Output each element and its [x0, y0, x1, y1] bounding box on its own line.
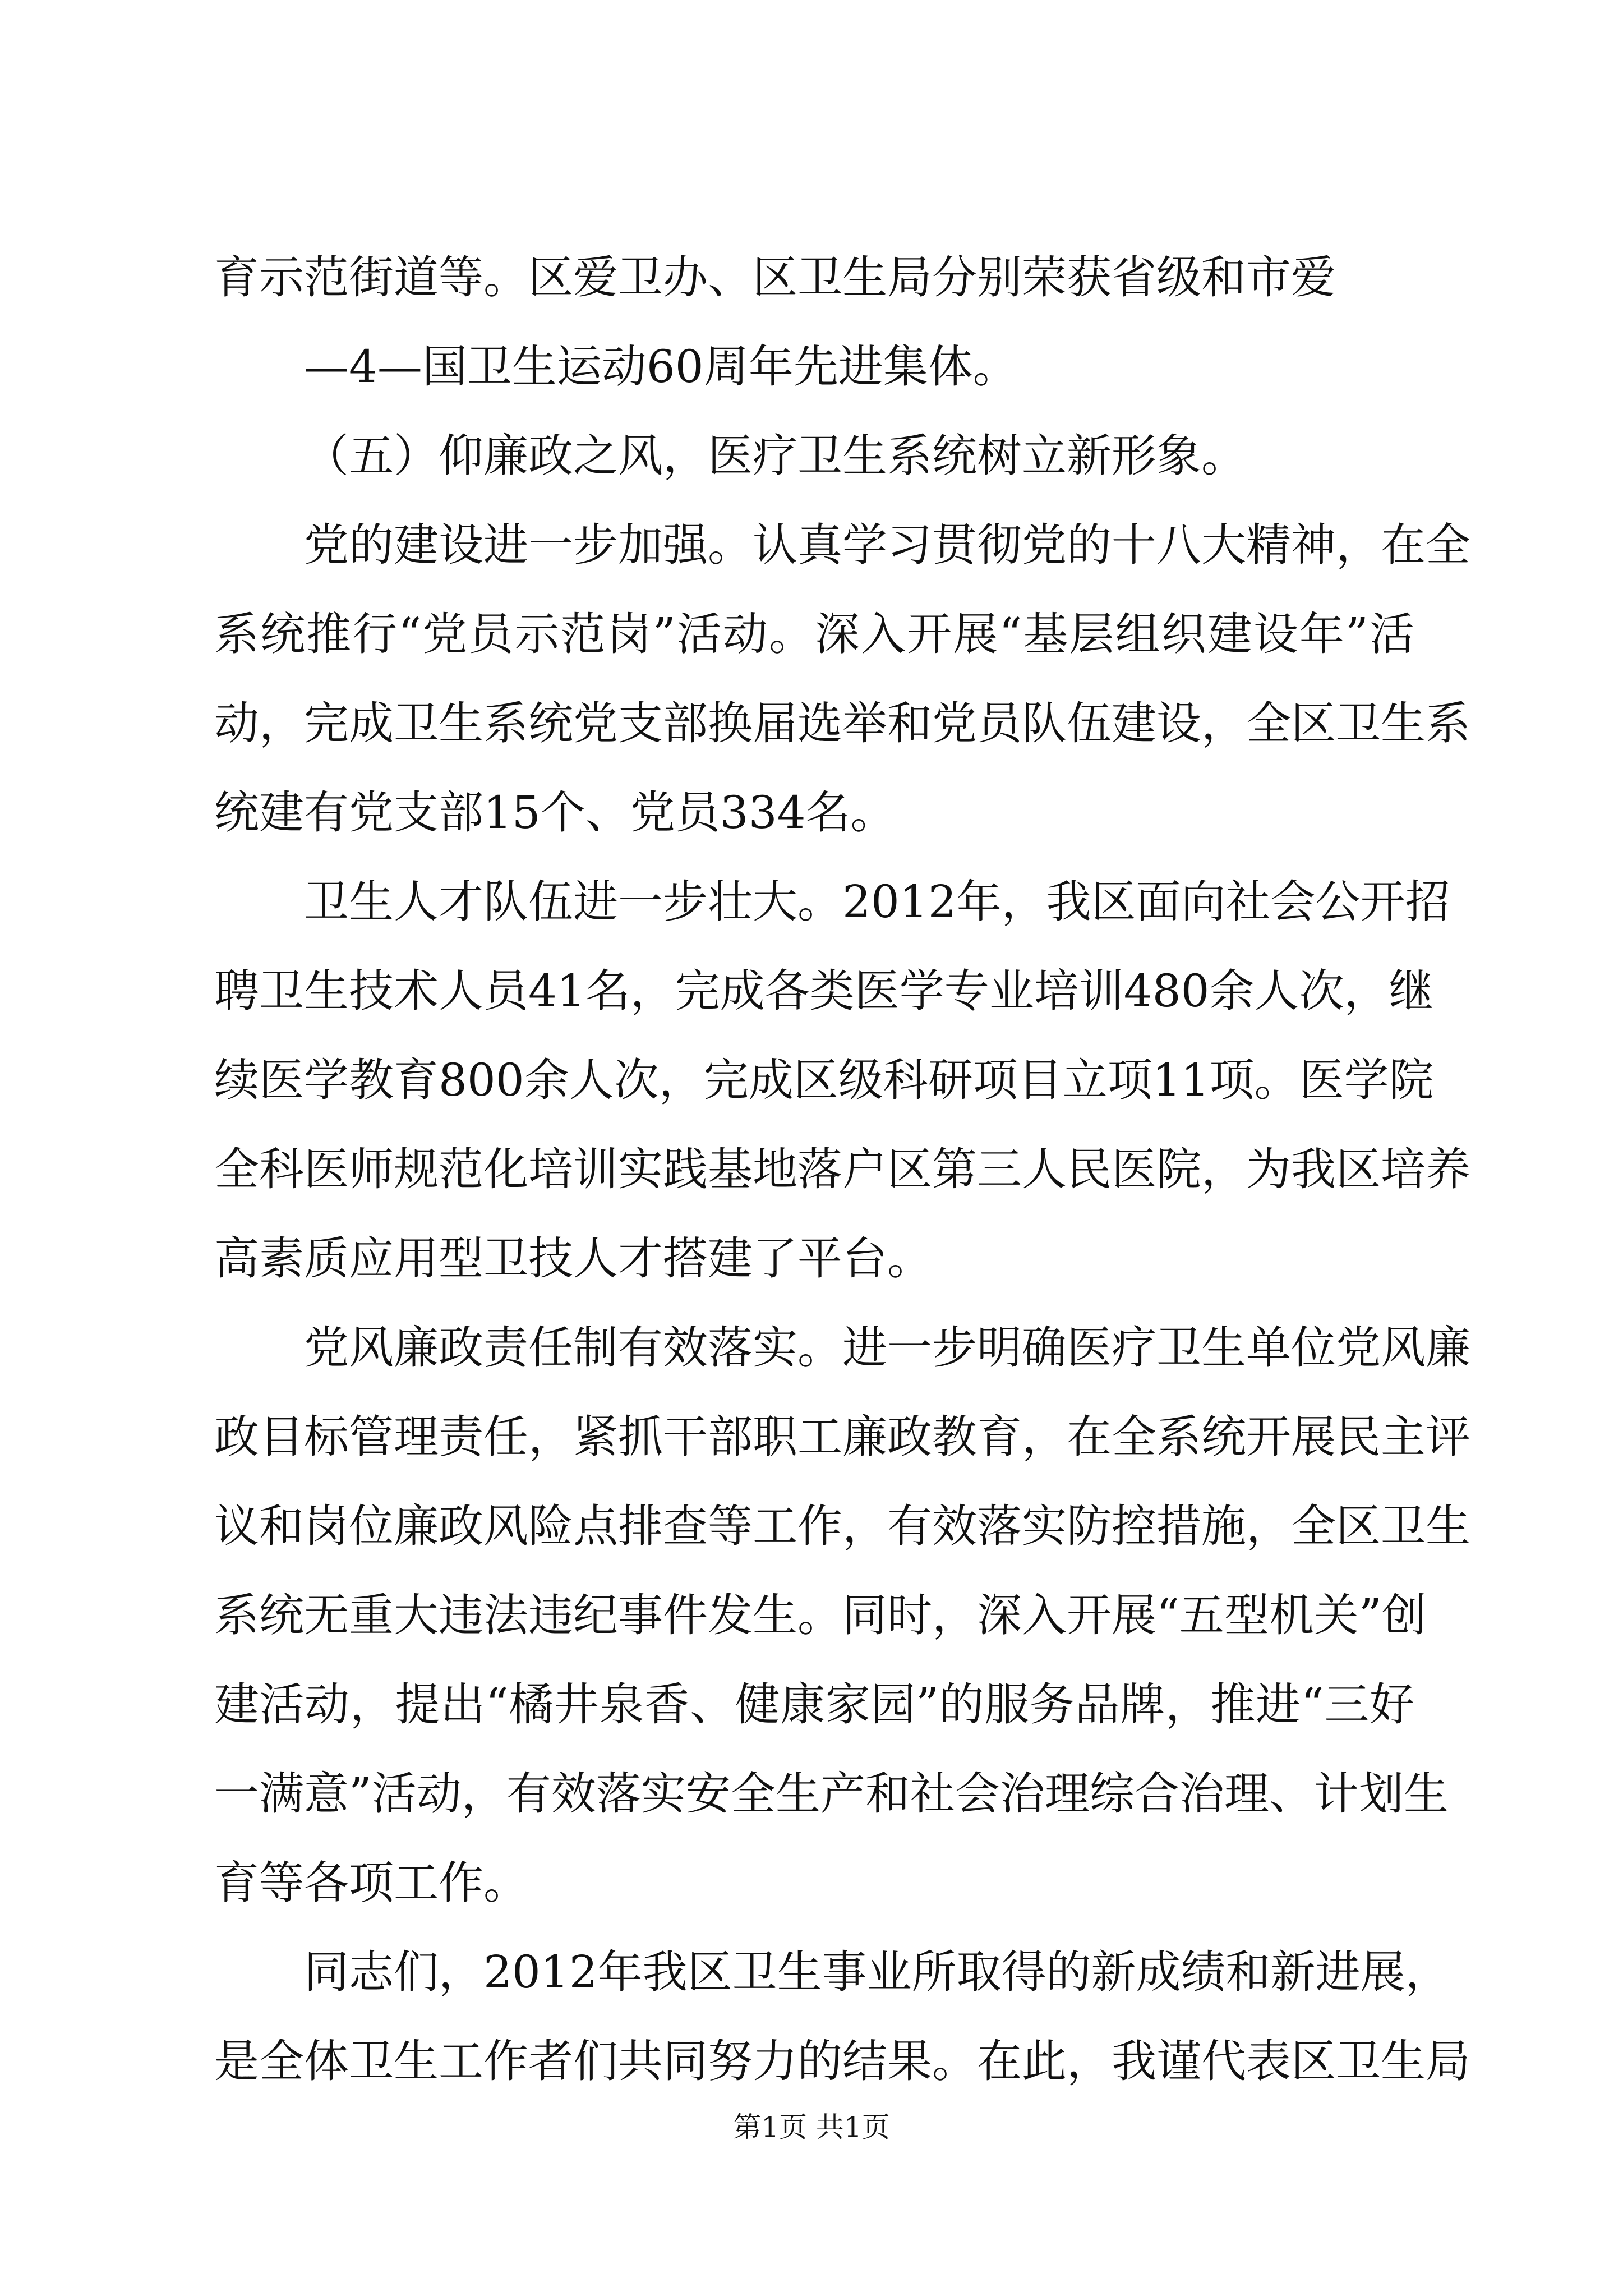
text-line: 党风廉政责任制有效落实。进一步明确医疗卫生单位党风廉: [304, 1322, 1470, 1374]
text-line: 政目标管理责任，紧抓干部职工廉政教育，在全系统开展民主评: [214, 1411, 1470, 1463]
text-line: 聘卫生技术人员41名，完成各类医学专业培训480余人次，继: [214, 965, 1434, 1017]
text-line: 育示范街道等。区爱卫办、区卫生局分别荣获省级和市爱: [214, 251, 1336, 303]
text-line: 动，完成卫生系统党支部换届选举和党员队伍建设，全区卫生系: [214, 697, 1470, 749]
text-line: 同志们，2012年我区卫生事业所取得的新成绩和新进展，: [304, 1946, 1450, 1998]
text-line: 建活动，提出“橘井泉香、健康家园”的服务品牌，推进“三好: [214, 1678, 1414, 1731]
text-line: 续医学教育800余人次，完成区级科研项目立项11项。医学院: [214, 1054, 1434, 1106]
text-line: 党的建设进一步加强。认真学习贯彻党的十八大精神，在全: [304, 519, 1470, 571]
text-line: 高素质应用型卫技人才搭建了平台。: [214, 1232, 932, 1285]
text-line: 议和岗位廉政风险点排查等工作，有效落实防控措施，全区卫生: [214, 1500, 1470, 1552]
document-body: [214, 251, 1470, 2128]
text-line: 卫生人才队伍进一步壮大。2012年，我区面向社会公开招: [304, 876, 1450, 928]
text-line: —4—国卫生运动60周年先进集体。: [304, 341, 1018, 393]
text-line: 统建有党支部15个、党员334名。: [214, 786, 896, 839]
text-line: 是全体卫生工作者们共同努力的结果。在此，我谨代表区卫生局: [214, 2035, 1470, 2087]
text-line: 一满意”活动，有效落实安全生产和社会治理综合治理、计划生: [214, 1768, 1449, 1820]
text-line: 全科医师规范化培训实践基地落户区第三人民医院，为我区培养: [214, 1143, 1470, 1195]
text-line: 系统无重大违法违纪事件发生。同时，深入开展“五型机关”创: [214, 1589, 1427, 1641]
page-footer: 第1页 共1页: [733, 2111, 890, 2143]
section-heading: （五）仰廉政之风，医疗卫生系统树立新形象。: [304, 430, 1246, 482]
text-line: 育等各项工作。: [214, 1857, 528, 1909]
text-line: 系统推行“党员示范岗”活动。深入开展“基层组织建设年”活: [214, 608, 1414, 660]
